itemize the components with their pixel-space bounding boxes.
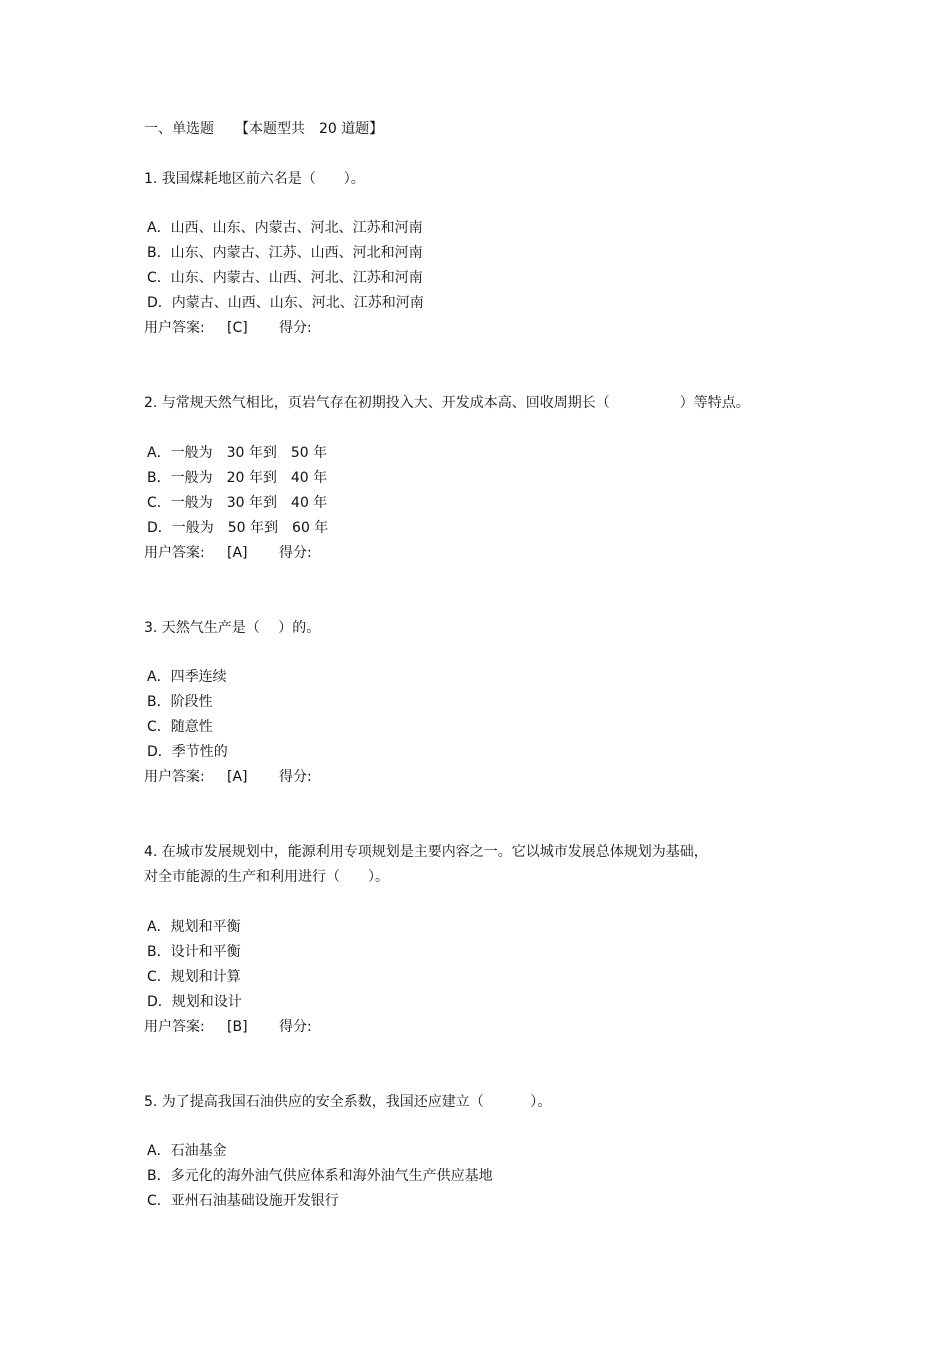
option-c: C．一般为 30 年到 40 年 [147, 495, 328, 511]
option-a: A．四季连续 [147, 669, 227, 685]
option-d: D．内蒙古、山西、山东、河北、江苏和河南 [147, 295, 424, 311]
option-c: C．随意性 [147, 719, 213, 735]
answer-label: 用户答案: [144, 1019, 205, 1035]
question-stem: 4. 在城市发展规划中，能源利用专项规划是主要内容之一。它以城市发展总体规划为基础， [144, 844, 708, 860]
user-answer: [A] [227, 769, 248, 785]
question-stem: 2. 与常规天然气相比，页岩气存在初期投入大、开发成本高、回收周期长（ ）等特点。 [144, 395, 750, 411]
option-b: B．设计和平衡 [147, 944, 241, 960]
option-a: A．规划和平衡 [147, 919, 241, 935]
user-answer: [A] [227, 545, 248, 561]
option-b: B．多元化的海外油气供应体系和海外油气生产供应基地 [147, 1168, 493, 1184]
option-a: A．石油基金 [147, 1143, 227, 1159]
user-answer: [C] [227, 320, 248, 336]
section-title: 一、单选题 【本题型共 20 道题】 [144, 121, 384, 137]
question-stem-continued: 对全市能源的生产和利用进行（ ）。 [144, 869, 389, 885]
user-answer: [B] [227, 1019, 248, 1035]
answer-label: 用户答案: [144, 769, 205, 785]
option-d: D．规划和设计 [147, 994, 242, 1010]
score-label: 得分: [279, 769, 312, 785]
option-a: A．一般为 30 年到 50 年 [147, 445, 328, 461]
option-d: D．季节性的 [147, 744, 228, 760]
option-c: C．山东、内蒙古、山西、河北、江苏和河南 [147, 270, 423, 286]
option-c: C．亚州石油基础设施开发银行 [147, 1193, 339, 1209]
question-stem: 1. 我国煤耗地区前六名是（ ）。 [144, 171, 365, 187]
option-b: B．山东、内蒙古、江苏、山西、河北和河南 [147, 245, 423, 261]
option-c: C．规划和计算 [147, 969, 241, 985]
question-stem: 3. 天然气生产是（ ）的。 [144, 620, 321, 636]
answer-label: 用户答案: [144, 320, 205, 336]
option-b: B．一般为 20 年到 40 年 [147, 470, 328, 486]
score-label: 得分: [279, 320, 312, 336]
option-d: D．一般为 50 年到 60 年 [147, 520, 329, 536]
option-b: B．阶段性 [147, 694, 213, 710]
score-label: 得分: [279, 545, 312, 561]
score-label: 得分: [279, 1019, 312, 1035]
answer-label: 用户答案: [144, 545, 205, 561]
option-a: A．山西、山东、内蒙古、河北、江苏和河南 [147, 220, 423, 236]
question-stem: 5. 为了提高我国石油供应的安全系数，我国还应建立（ ）。 [144, 1094, 552, 1110]
